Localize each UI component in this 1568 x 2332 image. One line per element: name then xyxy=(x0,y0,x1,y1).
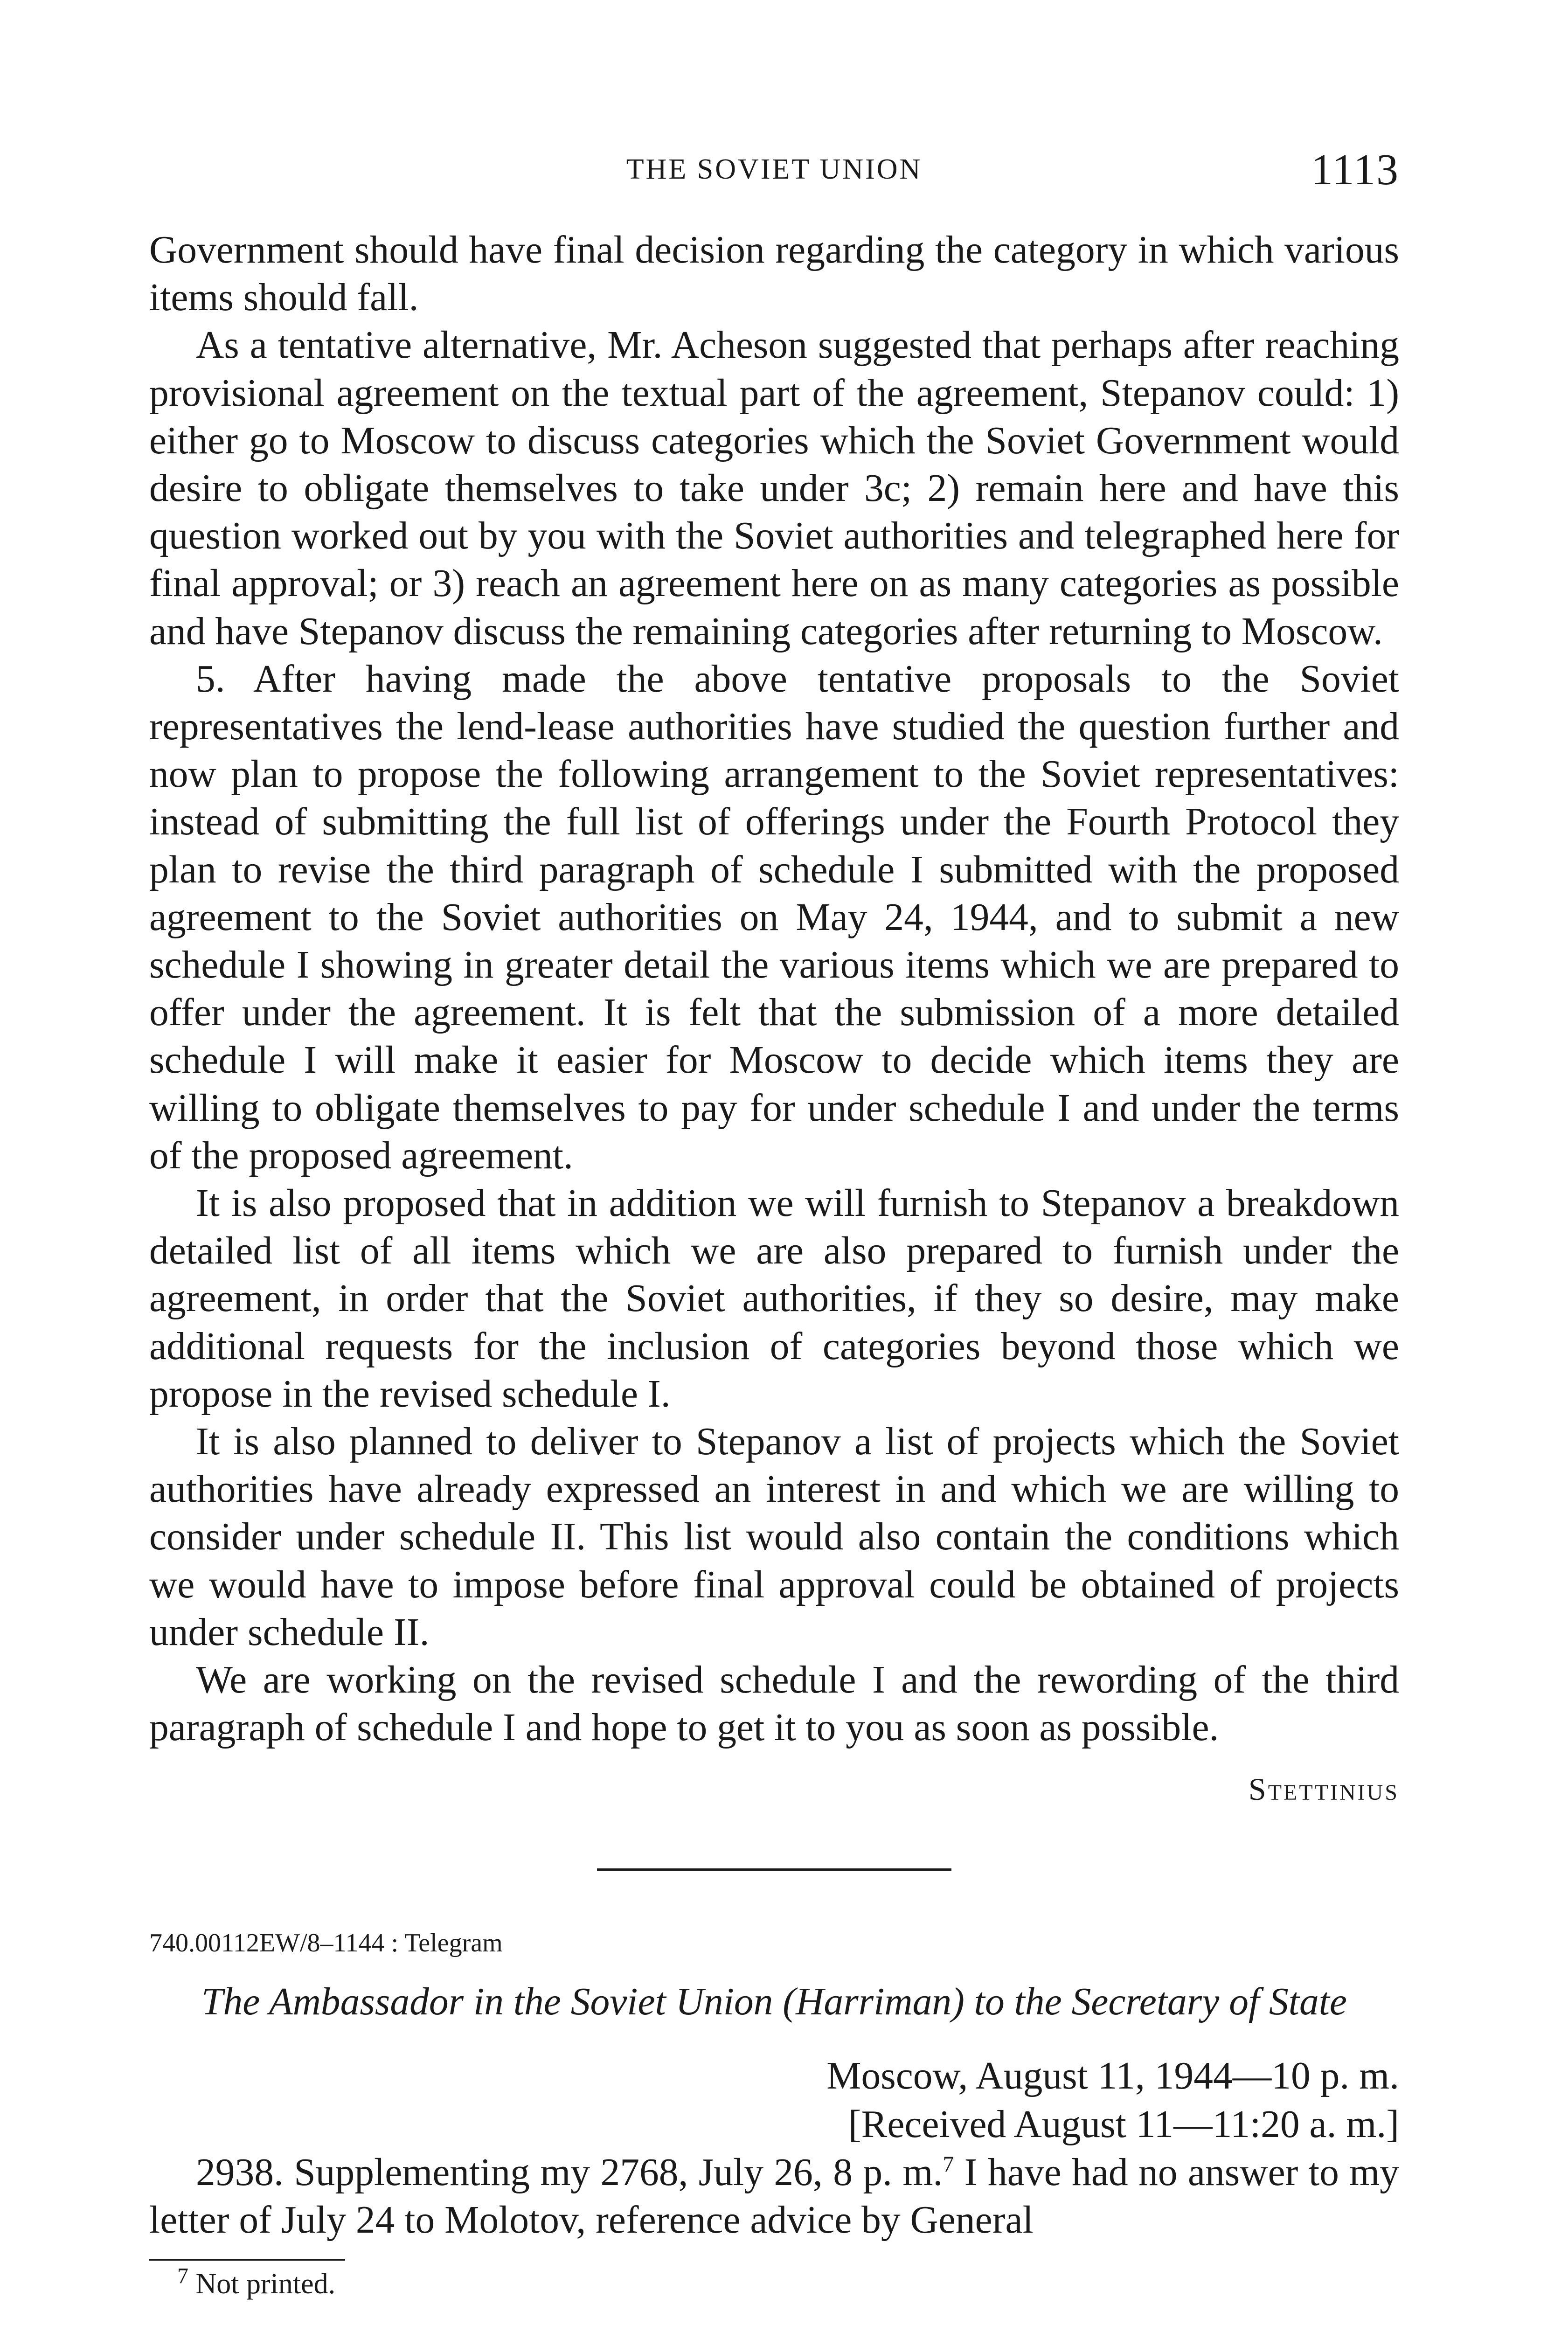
running-header xyxy=(149,145,1399,196)
footnote-reference: 7 xyxy=(943,2152,954,2177)
paragraph-projects-list: It is also planned to deliver to Stepanov a list of projects which the Soviet authorities have already expressed an interest in and which we are willing to consider under schedule II. This list would also contain the conditions which we would have to impose before final approval could be obtained of projects under schedule II. xyxy=(149,1420,1399,1654)
paragraph-continued: Government should have final decision regarding the category in which various items should fall. xyxy=(149,229,1399,319)
document-heading: The Ambassador in the Soviet Union (Harriman) to the Secretary of State xyxy=(201,1980,1347,2023)
section-divider xyxy=(597,1868,951,1871)
telegram-text-start: 2938. Supplementing my 2768, July 26, 8 p. m. xyxy=(196,2151,943,2194)
page-number: 1113 xyxy=(1311,146,1399,194)
paragraph-revised-schedule: We are working on the revised schedule I and the rewording of the third paragraph of schedule I and hope to get it to you as soon as possible. xyxy=(149,1659,1399,1749)
received-line: [Received August 11—11:20 a. m.] xyxy=(848,2103,1399,2146)
file-reference: 740.00112EW/8–1144 : Telegram xyxy=(149,1928,503,1957)
paragraph-breakdown-list: It is also proposed that in addition we will furnish to Stepanov a breakdown detailed list of all items which we are also prepared to furnish under the agreement, in order that the Soviet authorities, if they so desire, may make additional requests for the inclusion of categories beyond those which we propose in the revised schedule I. xyxy=(149,1182,1399,1416)
paragraph-alternative: As a tentative alternative, Mr. Acheson suggested that perhaps after reaching provisional agreement on the textual part of the agreement, Stepanov could: 1) either go to Moscow to discuss categories which the Soviet Government would desire to obligate themselves to take under 3c; 2) remain here and have this question worked out by you with the Soviet authorities and telegraphed here for final approval; or 3) reach an agreement here on as many categories as possible and have Stepanov discuss the remaining categories after returning to Moscow. xyxy=(149,324,1399,653)
paragraph-point-5: 5. After having made the above tentative proposals to the Soviet representatives the lend-lease authorities have studied the question further and now plan to propose the following arrangement to the Soviet representatives: instead of submitting the full list of offerings under the Fourth Protocol they plan to revise the third paragraph of schedule I submitted with the proposed agreement to the Soviet authorities on May 24, 1944, and to submit a new schedule I showing in greater detail the various items which we are prepared to offer under the agreement. It is felt that the submission of a more detailed schedule I will make it easier for Moscow to decide which items they are willing to obligate themselves to pay for under schedule I and under the terms of the proposed agreement. xyxy=(149,657,1399,1177)
dateline: Moscow, August 11, 1944—10 p. m. xyxy=(826,2054,1399,2097)
telegram-text xyxy=(149,2149,1399,2244)
footnote xyxy=(149,2265,1399,2303)
footnote-marker: 7 xyxy=(177,2263,188,2289)
telegram-text-continued: I have had no answer to my letter of July 24 to Molotov, reference advice by General xyxy=(149,2151,1399,2242)
footnote-text: Not printed. xyxy=(188,2268,336,2300)
footnote-divider xyxy=(149,2259,345,2261)
main-text xyxy=(149,226,1399,2303)
running-title: THE SOVIET UNION xyxy=(626,153,923,185)
signature: Stettinius xyxy=(1248,1771,1399,1807)
